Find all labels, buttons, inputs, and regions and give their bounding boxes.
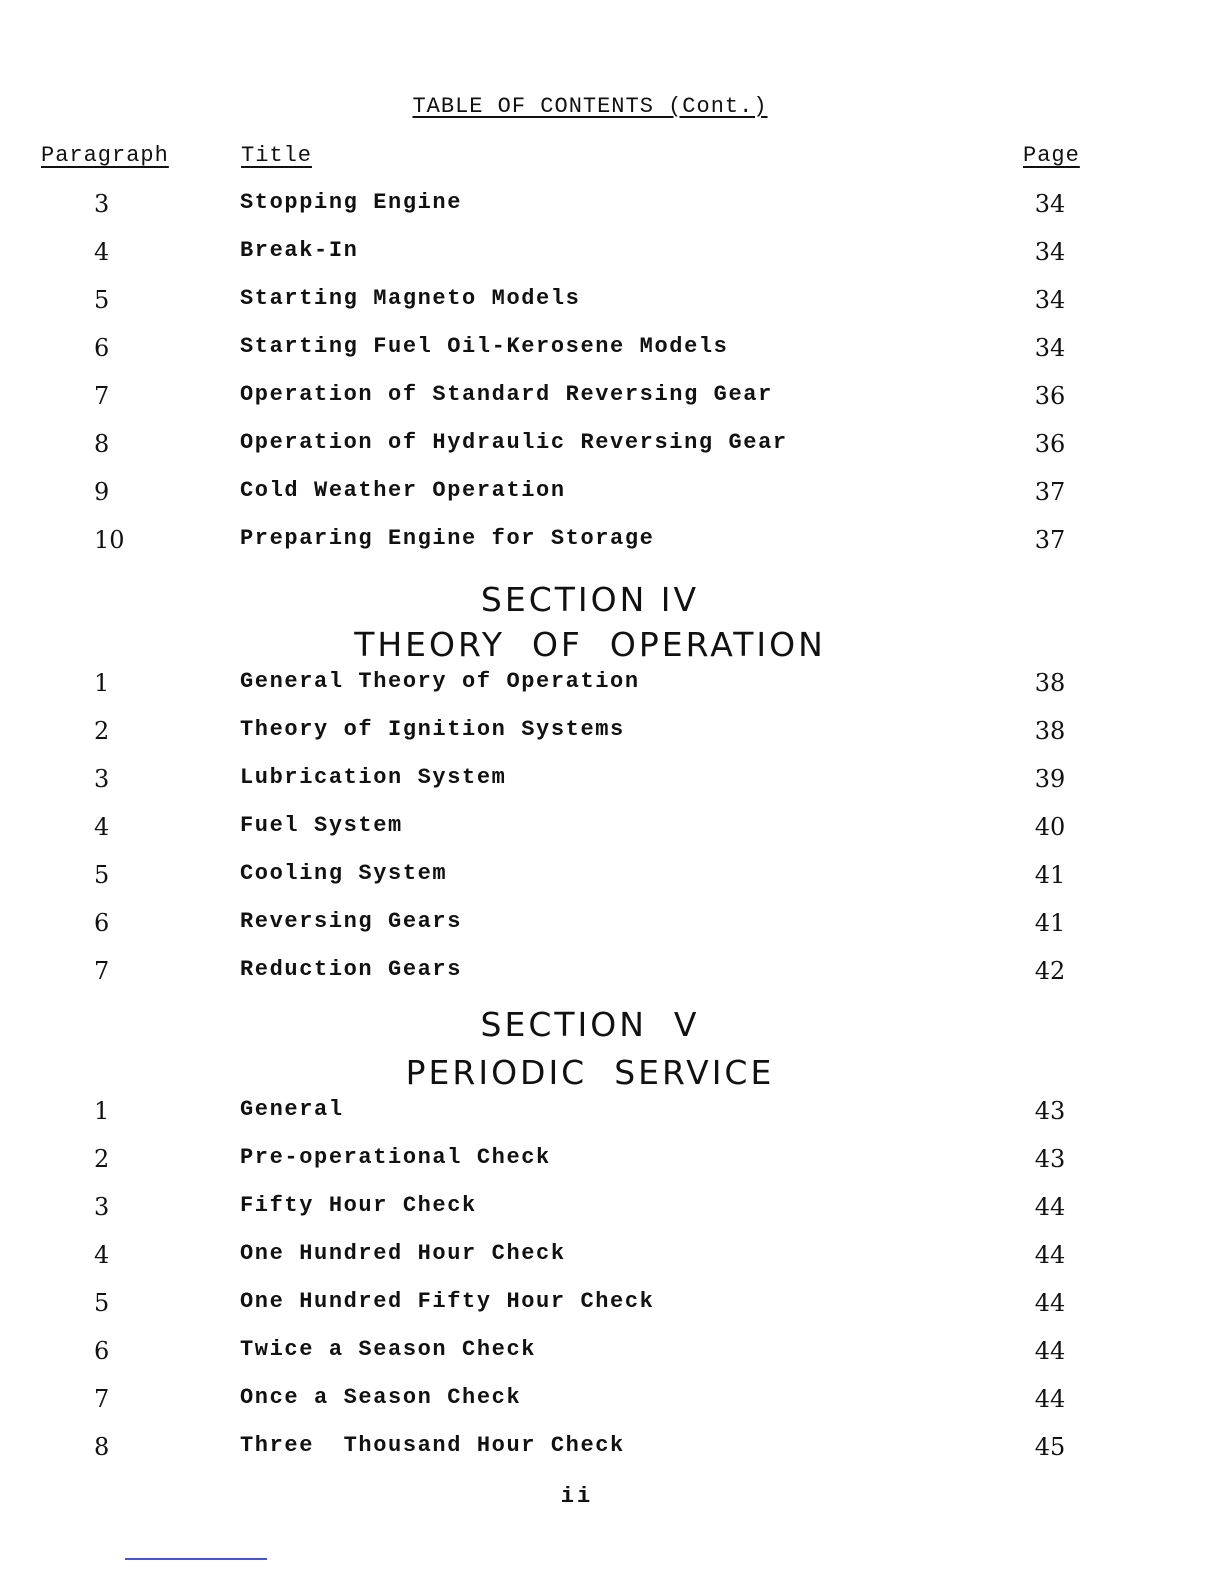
paragraph-number: 6 bbox=[94, 1337, 110, 1365]
paragraph-number: 6 bbox=[94, 909, 110, 937]
entry-title: Lubrication System bbox=[240, 765, 507, 790]
page-number: 44 bbox=[1034, 1241, 1066, 1269]
page-number: 37 bbox=[1034, 526, 1066, 554]
page-number: 43 bbox=[1034, 1145, 1066, 1173]
toc-entry bbox=[0, 861, 1224, 909]
paragraph-number: 4 bbox=[94, 813, 110, 841]
page-number: 44 bbox=[1034, 1289, 1066, 1317]
page-number: 36 bbox=[1034, 382, 1066, 410]
toc-entry bbox=[0, 765, 1224, 813]
page-number: 34 bbox=[1034, 286, 1066, 314]
entry-title: Fuel System bbox=[240, 813, 403, 838]
section-heading-name: PERIODIC SERVICE bbox=[405, 1053, 775, 1092]
entry-title: Cold Weather Operation bbox=[240, 478, 566, 503]
page-number: 41 bbox=[1034, 909, 1066, 937]
toc-entry bbox=[0, 190, 1224, 238]
page-number: 34 bbox=[1034, 334, 1066, 362]
paragraph-number: 7 bbox=[94, 1385, 110, 1413]
paragraph-number: 1 bbox=[94, 1097, 110, 1125]
page-number: 36 bbox=[1034, 430, 1066, 458]
paragraph-number: 9 bbox=[94, 478, 110, 506]
toc-entry bbox=[0, 1385, 1224, 1433]
toc-entry bbox=[0, 957, 1224, 1005]
paragraph-number: 4 bbox=[94, 1241, 110, 1269]
column-header-page: Page bbox=[1023, 143, 1080, 168]
toc-entry bbox=[0, 286, 1224, 334]
paragraph-number: 10 bbox=[94, 526, 125, 554]
entry-title: Once a Season Check bbox=[240, 1385, 522, 1410]
entry-title: Reversing Gears bbox=[240, 909, 463, 934]
toc-entry bbox=[0, 478, 1224, 526]
folio-page-number: ii bbox=[560, 1484, 594, 1509]
page-number: 38 bbox=[1034, 717, 1066, 745]
entry-title: One Hundred Hour Check bbox=[240, 1241, 566, 1266]
entry-title: Starting Fuel Oil-Kerosene Models bbox=[240, 334, 729, 359]
toc-entry bbox=[0, 1289, 1224, 1337]
toc-group-section-5 bbox=[0, 1097, 1224, 1481]
page-number: 39 bbox=[1034, 765, 1066, 793]
page-title-text: TABLE OF CONTENTS (Cont.) bbox=[412, 94, 768, 119]
page-number: 42 bbox=[1034, 957, 1066, 985]
scan-edge-line bbox=[125, 1558, 267, 1560]
page-number: 40 bbox=[1034, 813, 1066, 841]
toc-entry bbox=[0, 1337, 1224, 1385]
paragraph-number: 3 bbox=[94, 190, 110, 218]
entry-title: Preparing Engine for Storage bbox=[240, 526, 655, 551]
toc-entry bbox=[0, 1097, 1224, 1145]
paragraph-number: 5 bbox=[94, 861, 110, 889]
paragraph-number: 5 bbox=[94, 286, 110, 314]
paragraph-number: 2 bbox=[94, 1145, 110, 1173]
entry-title: Operation of Hydraulic Reversing Gear bbox=[240, 430, 788, 455]
toc-entry bbox=[0, 526, 1224, 574]
page-number: 34 bbox=[1034, 238, 1066, 266]
entry-title: Stopping Engine bbox=[240, 190, 463, 215]
paragraph-number: 8 bbox=[94, 430, 110, 458]
entry-title: Fifty Hour Check bbox=[240, 1193, 477, 1218]
entry-title: Theory of Ignition Systems bbox=[240, 717, 625, 742]
toc-entry bbox=[0, 334, 1224, 382]
entry-title: Break-In bbox=[240, 238, 359, 263]
paragraph-number: 3 bbox=[94, 765, 110, 793]
paragraph-number: 4 bbox=[94, 238, 110, 266]
toc-group-section-4 bbox=[0, 669, 1224, 1005]
toc-entry bbox=[0, 1193, 1224, 1241]
toc-group-continued bbox=[0, 190, 1224, 574]
column-header-paragraph: Paragraph bbox=[41, 143, 169, 168]
section-heading-label: SECTION V bbox=[480, 1005, 700, 1044]
section-heading-label: SECTION IV bbox=[480, 580, 700, 619]
paragraph-number: 5 bbox=[94, 1289, 110, 1317]
entry-title: Operation of Standard Reversing Gear bbox=[240, 382, 773, 407]
toc-entry bbox=[0, 813, 1224, 861]
toc-entry bbox=[0, 1145, 1224, 1193]
paragraph-number: 1 bbox=[94, 669, 110, 697]
paragraph-number: 2 bbox=[94, 717, 110, 745]
entry-title: General Theory of Operation bbox=[240, 669, 640, 694]
section-heading-name: THEORY OF OPERATION bbox=[354, 625, 826, 664]
toc-entry bbox=[0, 430, 1224, 478]
toc-entry bbox=[0, 717, 1224, 765]
toc-entry bbox=[0, 909, 1224, 957]
page-number: 44 bbox=[1034, 1385, 1066, 1413]
page-number: 37 bbox=[1034, 478, 1066, 506]
toc-entry bbox=[0, 1433, 1224, 1481]
page-number: 41 bbox=[1034, 861, 1066, 889]
page-number: 34 bbox=[1034, 190, 1066, 218]
toc-entry bbox=[0, 382, 1224, 430]
paragraph-number: 8 bbox=[94, 1433, 110, 1461]
entry-title: Starting Magneto Models bbox=[240, 286, 581, 311]
toc-entry bbox=[0, 238, 1224, 286]
paragraph-number: 3 bbox=[94, 1193, 110, 1221]
entry-title: Pre-operational Check bbox=[240, 1145, 551, 1170]
entry-title: One Hundred Fifty Hour Check bbox=[240, 1289, 655, 1314]
page-number: 44 bbox=[1034, 1337, 1066, 1365]
entry-title: Three Thousand Hour Check bbox=[240, 1433, 625, 1458]
paragraph-number: 6 bbox=[94, 334, 110, 362]
column-header-title: Title bbox=[241, 143, 313, 168]
entry-title: General bbox=[240, 1097, 344, 1122]
page-title bbox=[0, 94, 1180, 119]
page-number: 44 bbox=[1034, 1193, 1066, 1221]
paragraph-number: 7 bbox=[94, 382, 110, 410]
toc-entry bbox=[0, 1241, 1224, 1289]
page-number: 38 bbox=[1034, 669, 1066, 697]
toc-entry bbox=[0, 669, 1224, 717]
page-number: 45 bbox=[1034, 1433, 1066, 1461]
entry-title: Reduction Gears bbox=[240, 957, 463, 982]
page-number: 43 bbox=[1034, 1097, 1066, 1125]
entry-title: Cooling System bbox=[240, 861, 448, 886]
entry-title: Twice a Season Check bbox=[240, 1337, 537, 1362]
paragraph-number: 7 bbox=[94, 957, 110, 985]
